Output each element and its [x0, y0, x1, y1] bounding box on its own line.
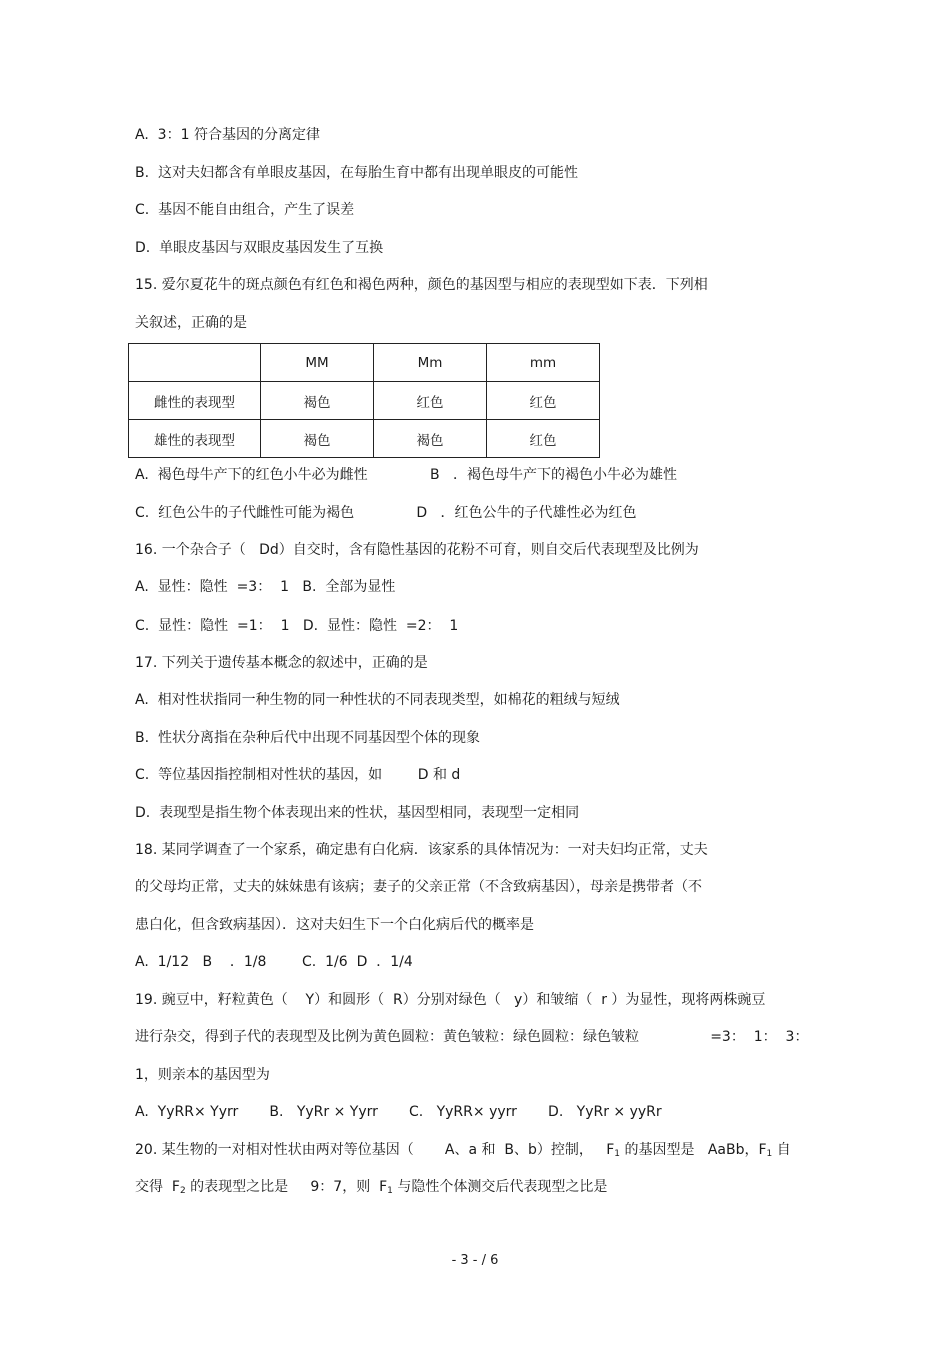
q18-stem-line3: 患白化，但含致病基因）．这对夫妇生下一个白化病后代的概率是	[135, 917, 534, 933]
q20-text: 交得 F	[135, 1179, 180, 1195]
q14-option-d: D. 单眼皮基因与双眼皮基因发生了互换	[135, 240, 384, 256]
table-cell: 红色	[487, 420, 600, 458]
table-header-cell	[129, 344, 261, 382]
q18-stem-line1: 18. 某同学调查了一个家系，确定患有白化病．该家系的具体情况为：一对夫妇均正常，丈夫	[135, 842, 708, 858]
q14-option-c: C. 基因不能自由组合，产生了误差	[135, 202, 355, 218]
subscript: 1	[387, 1186, 393, 1196]
table-cell: 褐色	[261, 382, 374, 420]
q15-options-cd: C. 红色公牛的子代雌性可能为褐色 D ．红色公牛的子代雄性必为红色	[135, 505, 637, 521]
table-header-row	[129, 344, 600, 382]
q17-stem: 17. 下列关于遗传基本概念的叙述中，正确的是	[135, 655, 428, 671]
q20-stem-line2	[135, 1178, 607, 1200]
q15-stem-line1: 15. 爱尔夏花牛的斑点颜色有红色和褐色两种，颜色的基因型与相应的表现型如下表．下列相	[135, 277, 708, 293]
subscript: 1	[766, 1149, 773, 1159]
q18-options: A. 1/12 B ．1/8 C. 1/6 D ．1/4	[135, 954, 413, 970]
table-row	[129, 420, 600, 458]
q20-stem-line1	[135, 1141, 791, 1163]
q15-stem-line2: 关叙述，正确的是	[135, 315, 247, 331]
q17-option-a: A. 相对性状指同一种生物的同一种性状的不同表现类型，如棉花的粗绒与短绒	[135, 692, 620, 708]
q17-option-b: B. 性状分离指在杂种后代中出现不同基因型个体的现象	[135, 730, 480, 746]
q14-option-b: B. 这对夫妇都含有单眼皮基因，在每胎生育中都有出现单眼皮的可能性	[135, 165, 578, 181]
page-number: - 3 - / 6	[451, 1253, 499, 1268]
q20-text: 的基因型是 AaBb，F	[620, 1142, 767, 1158]
q20-text: 与隐性个体测交后代表现型之比是	[392, 1179, 608, 1195]
table-cell: 红色	[374, 382, 487, 420]
q16-options-cd: C. 显性：隐性 =1： 1 D. 显性：隐性 =2： 1	[135, 618, 459, 634]
q20-text: 自	[772, 1142, 791, 1158]
q18-stem-line2: 的父母均正常，丈夫的妹妹患有该病；妻子的父亲正常（不含致病基因），母亲是携带者（不	[135, 879, 702, 895]
table-cell: 红色	[487, 382, 600, 420]
subscript: 1	[614, 1149, 621, 1159]
q19-options: A. YyRR× Yyrr B. YyRr × Yyrr C. YyRR× yyrr D. YyRr × yyRr	[135, 1104, 662, 1120]
table-cell: 褐色	[261, 420, 374, 458]
q20-text: 的表现型之比是 9：7，则 F	[185, 1179, 388, 1195]
table-cell: 雄性的表现型	[129, 420, 261, 458]
q15-options-ab: A. 褐色母牛产下的红色小牛必为雌性 B ．褐色母牛产下的褐色小牛必为雄性	[135, 467, 677, 483]
genotype-phenotype-table	[128, 343, 600, 458]
q19-stem-line3: 1，则亲本的基因型为	[135, 1067, 270, 1083]
table-header-cell: Mm	[374, 344, 487, 382]
q17-option-d: D. 表现型是指生物个体表现出来的性状，基因型相同，表现型一定相同	[135, 805, 580, 821]
q19-stem-line2: 进行杂交，得到子代的表现型及比例为黄色圆粒：黄色皱粒：绿色圆粒：绿色皱粒 =3： 1： 3：	[135, 1029, 809, 1045]
q19-stem-line1: 19. 豌豆中，籽粒黄色（ Y）和圆形（ R）分别对绿色（ y）和皱缩（ r ）为显性，现将两株豌豆	[135, 992, 766, 1008]
table-header-cell: mm	[487, 344, 600, 382]
q20-text: 20. 某生物的一对相对性状由两对等位基因（ A、a 和 B、b）控制， F	[135, 1142, 615, 1158]
table-row	[129, 382, 600, 420]
table-header-cell: MM	[261, 344, 374, 382]
q16-stem: 16. 一个杂合子（ Dd）自交时，含有隐性基因的花粉不可育，则自交后代表现型及比例为	[135, 542, 699, 558]
table-cell: 雌性的表现型	[129, 382, 261, 420]
q16-options-ab: A. 显性：隐性 =3： 1 B. 全部为显性	[135, 579, 396, 595]
subscript: 2	[179, 1186, 186, 1196]
q14-option-a: A. 3：1 符合基因的分离定律	[135, 127, 320, 143]
table-cell: 褐色	[374, 420, 487, 458]
q17-option-c: C. 等位基因指控制相对性状的基因，如 D 和 d	[135, 767, 461, 783]
